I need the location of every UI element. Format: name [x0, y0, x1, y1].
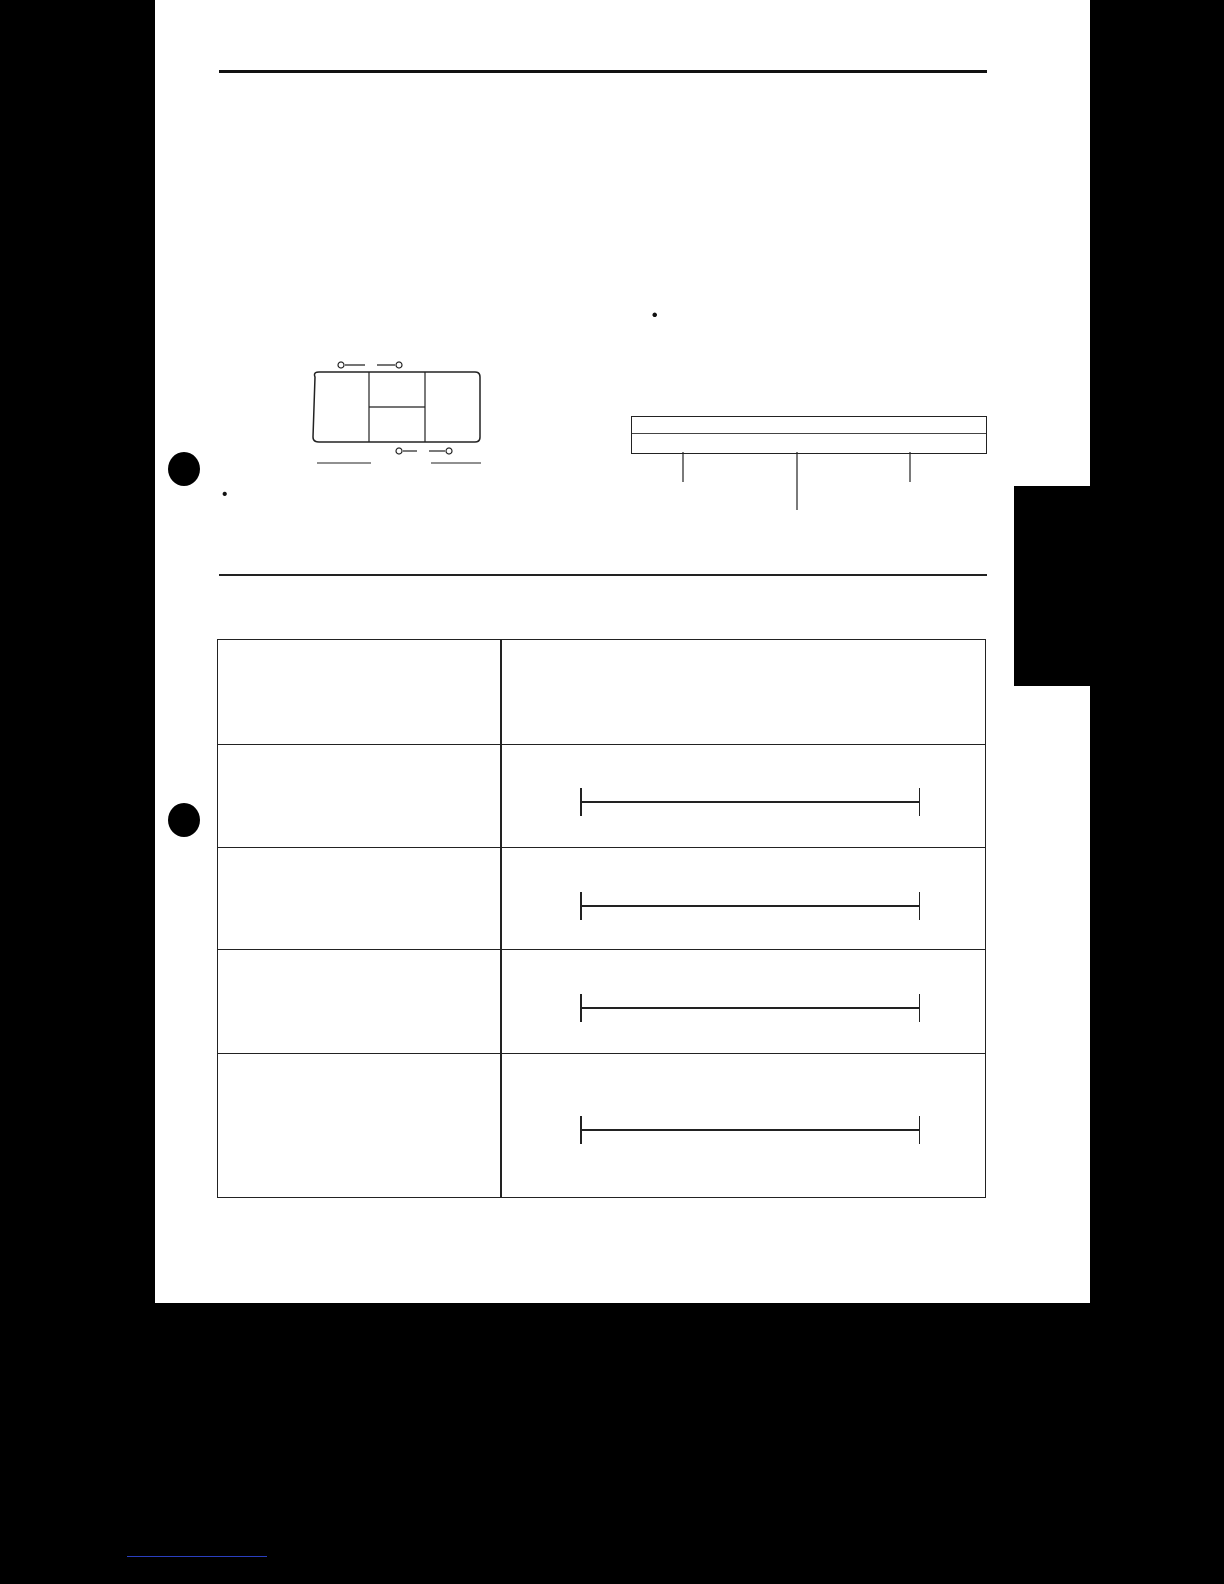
header-rule	[219, 70, 987, 73]
keyboard-illustration	[566, 666, 916, 738]
assignment-table	[217, 639, 986, 1198]
conductor-diagram	[305, 355, 485, 473]
lcd-callout-lines	[631, 452, 991, 522]
conductor-mini-diagram	[296, 1078, 416, 1150]
step-1	[219, 305, 579, 326]
table-row	[218, 1053, 985, 1199]
lcd-display	[631, 416, 987, 454]
binder-hole	[168, 803, 200, 837]
table-row	[218, 744, 985, 847]
section-rule	[219, 574, 987, 576]
conductor-mini-diagram	[296, 870, 416, 942]
keyboard-range	[580, 1116, 920, 1144]
bottom-link-underline	[127, 1556, 267, 1557]
conductor-mini-diagram	[296, 767, 416, 839]
binder-hole	[168, 452, 200, 486]
document-page	[155, 0, 1090, 1303]
table-row	[218, 949, 985, 1053]
table-row	[218, 847, 985, 949]
keyboard-range	[580, 788, 920, 816]
keyboard-range	[580, 892, 920, 920]
conductor-mini-diagram	[296, 972, 416, 1044]
section-tab	[1014, 486, 1090, 686]
keyboard-range	[580, 994, 920, 1022]
conductor-mini-diagram	[296, 666, 416, 738]
